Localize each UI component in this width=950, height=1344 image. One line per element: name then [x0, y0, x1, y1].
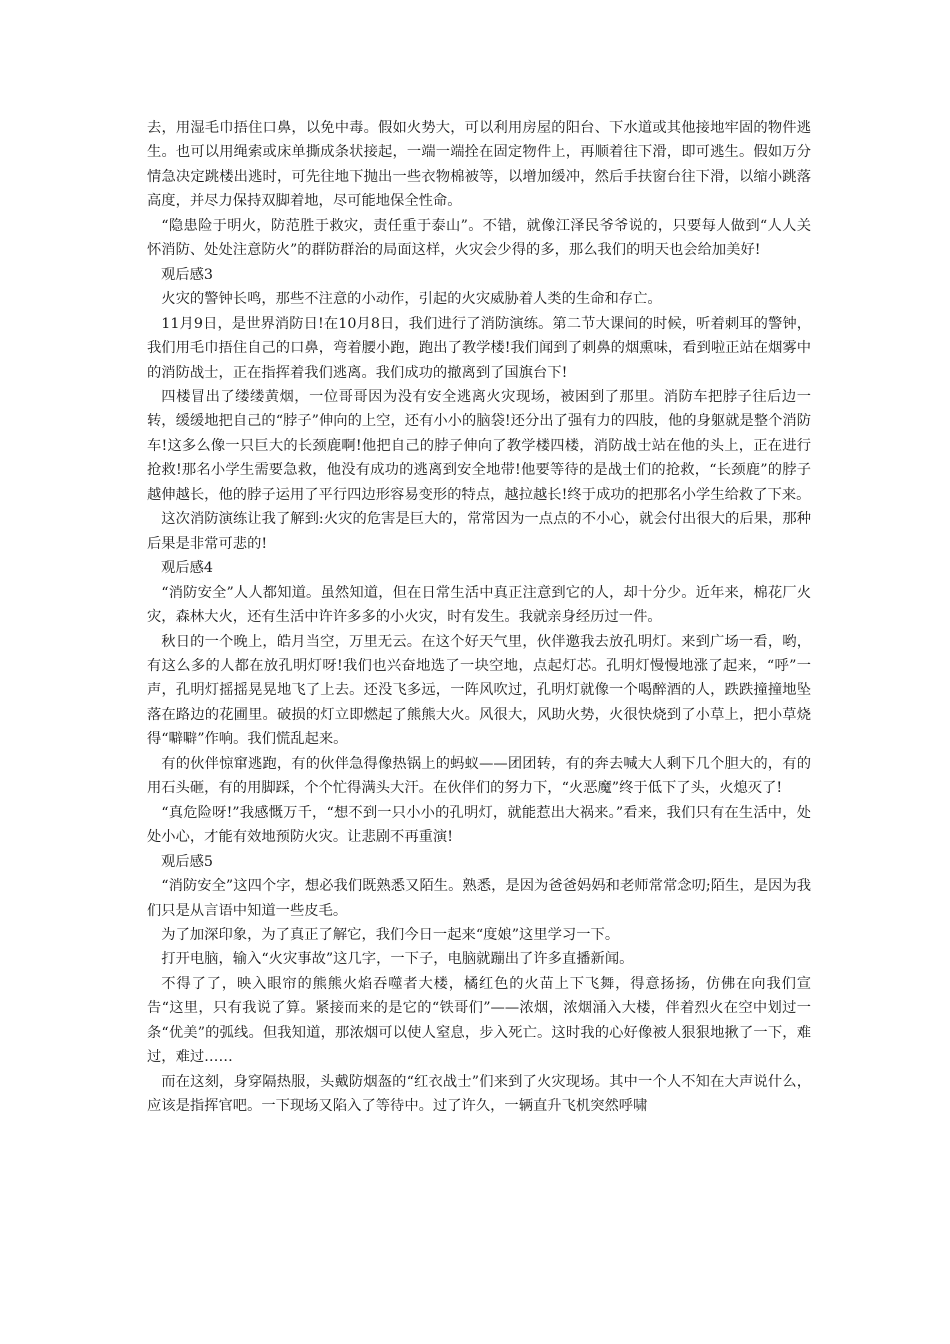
paragraph-15: 而在这刻，身穿隔热服，头戴防烟盔的“红衣战士”们来到了火灾现场。其中一个人不知在大声说什么，应该是指挥官吧。一下现场又陷入了等待中。过了许久，一辆直升飞机突然呼啸: [147, 1073, 811, 1115]
paragraph-4: 11月9日，是世界消防日!在10月8日，我们进行了消防演练。第二节大课间的时候，听着刺耳的警钟，我们用毛巾捂住自己的口鼻，弯着腰小跑，跑出了教学楼!我们闻到了刺鼻的烟熏味，看到啦正站在烟雾中的消防战士，正在指挥着我们逃离。我们成功的撤离到了国旗台下!: [147, 315, 811, 381]
paragraph-3: 火灾的警钟长鸣，那些不注意的小动作，引起的火灾威胁着人类的生命和存亡。: [161, 291, 662, 308]
paragraph-2: “隐患险于明火，防范胜于救灾，责任重于泰山”。不错，就像江泽民爷爷说的，只要每人做到“人人关怀消防、处处注意防火”的群防群治的局面这样，火灾会少得的多，那么我们的明天也会给加美好!: [147, 217, 811, 259]
paragraph-10: “真危险呀!”我感慨万千，“想不到一只小小的孔明灯，就能惹出大祸来。”看来，我们只有在生活中，处处小心，才能有效地预防火灾。让悲剧不再重演!: [147, 804, 811, 846]
paragraph-14: 不得了了，映入眼帘的熊熊火焰吞噬者大楼，橘红色的火苗上下飞舞，得意扬扬，仿佛在向我们宣告“这里，只有我说了算。紧接而来的是它的“铁哥们”——浓烟，浓烟涌入大楼，伴着烈火在空中划过一条“优美”的弧线。但我知道，那浓烟可以使人窒息，步入死亡。这时我的心好像被人狠狠地揪了一下，难过，难过……: [147, 975, 811, 1066]
paragraph-11: “消防安全”这四个字，想必我们既熟悉又陌生。熟悉，是因为爸爸妈妈和老师常常念叨;陌生，是因为我们只是从言语中知道一些皮毛。: [147, 878, 811, 919]
paragraph-7: “消防安全”人人都知道。虽然知道，但在日常生活中真正注意到它的人，却十分少。近年来，棉花厂火灾，森林大火，还有生活中许许多多的小火灾，时有发生。我就亲身经历过一件。: [147, 584, 811, 626]
paragraph-12: 为了加深印象，为了真正了解它，我们今日一起来“度娘”这里学习一下。: [161, 926, 620, 943]
section-heading-3: 观后感3: [161, 266, 213, 283]
paragraph-13: 打开电脑，输入“火灾事故”这几字，一下子，电脑就蹦出了许多直播新闻。: [161, 951, 634, 968]
paragraph-6: 这次消防演练让我了解到:火灾的危害是巨大的，常常因为一点点的不小心，就会付出很大的后果，那种后果是非常可悲的!: [147, 511, 811, 552]
paragraph-8: 秋日的一个晚上，皓月当空，万里无云。在这个好天气里，伙伴邀我去放孔明灯。来到广场一看，哟，有这么多的人都在放孔明灯呀!我们也兴奋地选了一块空地，点起灯芯。孔明灯慢慢地涨了起来，“呼”一声，孔明灯摇摇晃晃地飞了上去。还没飞多远，一阵风吹过，孔明灯就像一个喝醉酒的人，跌跌撞撞地坠落在路边的花圃里。破损的灯立即燃起了熊熊大火。风很大，风助火势，火很快烧到了小草上，把小草烧得“噼噼”作响。我们慌乱起来。: [147, 633, 811, 748]
paragraph-1: 去，用湿毛巾捂住口鼻，以免中毒。假如火势大，可以利用房屋的阳台、下水道或其他接地牢固的物件逃生。也可以用绳索或床单撕成条状接起，一端一端拴在固定物件上，再顺着往下滑，即可逃生。假如万分情急决定跳楼出逃时，可先往地下抛出一些衣物棉被等，以增加缓冲，然后手扶窗台往下滑，以缩小跳落高度，并尽力保持双脚着地，尽可能地保全性命。: [147, 120, 811, 210]
section-heading-4: 观后感4: [161, 560, 213, 577]
document-body: [147, 116, 811, 1119]
section-heading-5: 观后感5: [161, 853, 213, 870]
paragraph-9: 有的伙伴惊窜逃跑，有的伙伴急得像热锅上的蚂蚁——团团转，有的奔去喊大人剩下几个胆大的，有的用石头砸，有的用脚踩，个个忙得满头大汗。在伙伴们的努力下，“火恶魔”终于低下了头，火熄灭了!: [147, 755, 811, 797]
paragraph-5: 四楼冒出了缕缕黄烟，一位哥哥因为没有安全逃离火灾现场，被困到了那里。消防车把脖子往后边一转，缓缓地把自己的“脖子”伸向的上空，还有小小的脑袋!还分出了强有力的四肢，他的身躯就是整个消防车!这多么像一只巨大的长颈鹿啊!他把自己的脖子伸向了教学楼四楼，消防战士站在他的头上，正在进行抢救!那名小学生需要急救，他没有成功的逃离到安全地带!他要等待的是战士们的抢救，“长颈鹿”的脖子越伸越长，他的脖子运用了平行四边形容易变形的特点，越拉越长!终于成功的把那名小学生给救了下来。: [147, 388, 811, 503]
